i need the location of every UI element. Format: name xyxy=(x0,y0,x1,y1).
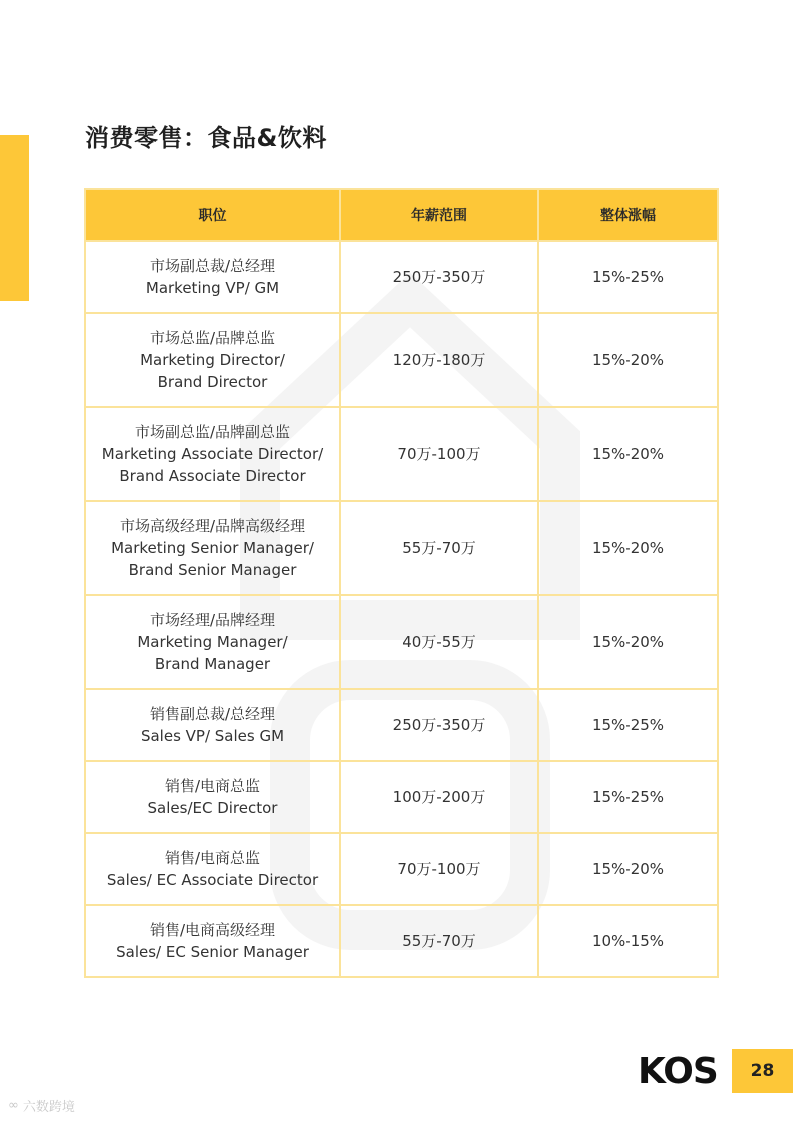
position-line: Marketing VP/ GM xyxy=(145,279,280,297)
footer-watermark xyxy=(8,1096,75,1115)
position-cell xyxy=(85,313,340,407)
position-line: Sales/EC Director xyxy=(147,799,278,817)
page-number-badge xyxy=(732,1049,793,1093)
position-cell xyxy=(85,905,340,977)
position-line: Marketing Associate Director/ xyxy=(101,445,324,463)
salary-cell: 55万-70万 xyxy=(340,905,538,977)
brand-mark-icon: ∞ xyxy=(8,1098,19,1113)
salary-cell: 70万-100万 xyxy=(340,833,538,905)
increase-cell: 15%-20% xyxy=(538,407,718,501)
increase-cell: 10%-15% xyxy=(538,905,718,977)
salary-cell: 100万-200万 xyxy=(340,761,538,833)
increase-cell: 15%-25% xyxy=(538,689,718,761)
position-cell xyxy=(85,689,340,761)
position-line: 市场总监/品牌总监 xyxy=(149,329,276,347)
position-cell xyxy=(85,241,340,313)
increase-cell: 15%-20% xyxy=(538,833,718,905)
increase-cell: 15%-20% xyxy=(538,313,718,407)
position-line: 市场副总裁/总经理 xyxy=(149,257,276,275)
salary-cell: 55万-70万 xyxy=(340,501,538,595)
position-line: 销售副总裁/总经理 xyxy=(149,705,276,723)
position-line: 销售/电商高级经理 xyxy=(149,921,276,939)
position-line: Sales VP/ Sales GM xyxy=(140,727,285,745)
position-line: 市场经理/品牌经理 xyxy=(149,611,276,629)
table-row xyxy=(85,595,718,689)
position-cell xyxy=(85,501,340,595)
increase-cell: 15%-20% xyxy=(538,501,718,595)
position-line: Brand Manager xyxy=(154,655,271,673)
page-number: 28 xyxy=(750,1061,775,1081)
table-row xyxy=(85,905,718,977)
position-line: 销售/电商总监 xyxy=(164,849,261,867)
position-line: Brand Senior Manager xyxy=(128,561,297,579)
table-row xyxy=(85,501,718,595)
table-row xyxy=(85,833,718,905)
increase-cell: 15%-25% xyxy=(538,241,718,313)
salary-cell: 70万-100万 xyxy=(340,407,538,501)
kos-logo: KOS xyxy=(638,1051,718,1092)
position-line: 市场副总监/品牌副总监 xyxy=(134,423,291,441)
salary-cell: 40万-55万 xyxy=(340,595,538,689)
accent-side-bar xyxy=(0,135,29,301)
page-title: 消费零售：食品&饮料 xyxy=(85,124,327,152)
header-overall-increase: 整体涨幅 xyxy=(538,189,718,241)
position-line: Marketing Manager/ xyxy=(137,633,288,651)
salary-cell: 120万-180万 xyxy=(340,313,538,407)
table-row xyxy=(85,241,718,313)
table-row xyxy=(85,689,718,761)
position-line: Marketing Senior Manager/ xyxy=(111,539,314,557)
table-header-row xyxy=(85,189,718,241)
position-line: Brand Associate Director xyxy=(119,467,306,485)
position-cell xyxy=(85,761,340,833)
salary-cell: 250万-350万 xyxy=(340,241,538,313)
table-row xyxy=(85,407,718,501)
position-line: Marketing Director/ xyxy=(140,351,285,369)
table-row xyxy=(85,313,718,407)
header-salary-range: 年薪范围 xyxy=(340,189,538,241)
header-position: 职位 xyxy=(85,189,340,241)
increase-cell: 15%-25% xyxy=(538,761,718,833)
position-line: 销售/电商总监 xyxy=(164,777,261,795)
footer-watermark-text: 六数跨境 xyxy=(22,1100,75,1115)
position-line: Sales/ EC Associate Director xyxy=(106,871,319,889)
position-line: Sales/ EC Senior Manager xyxy=(116,943,309,961)
position-cell xyxy=(85,833,340,905)
salary-cell: 250万-350万 xyxy=(340,689,538,761)
position-line: 市场高级经理/品牌高级经理 xyxy=(119,517,306,535)
position-line: Brand Director xyxy=(157,373,268,391)
position-cell xyxy=(85,595,340,689)
salary-table xyxy=(84,188,719,978)
position-cell xyxy=(85,407,340,501)
increase-cell: 15%-20% xyxy=(538,595,718,689)
table-row xyxy=(85,761,718,833)
table-body xyxy=(85,241,718,977)
